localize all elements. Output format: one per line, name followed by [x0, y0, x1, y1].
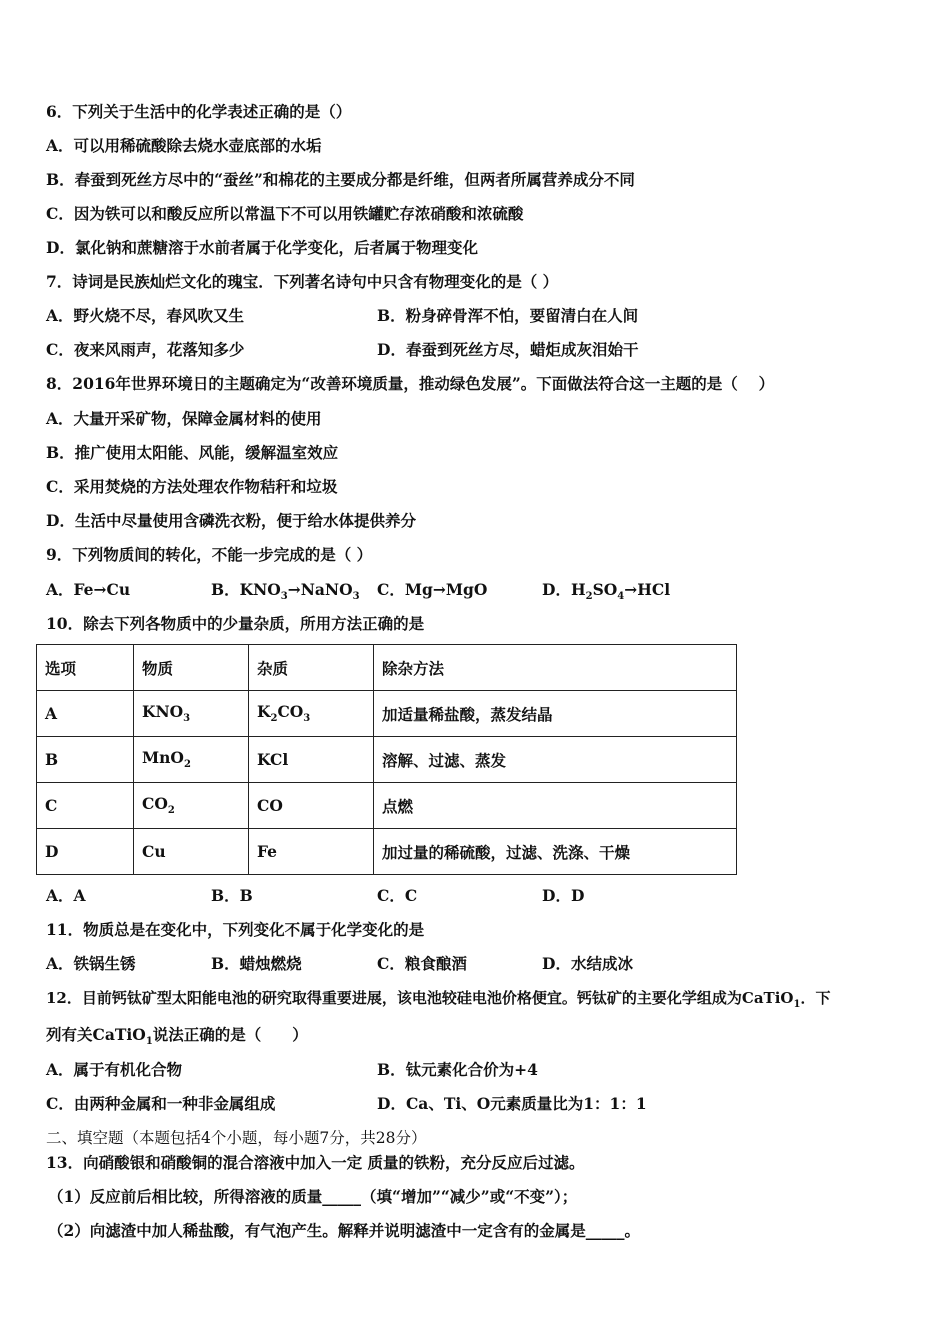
- q8-stem: 8．2016年世界环境日的主题确定为“改善环境质量，推动绿色发展”。下面做法符合这一主题的是（ ）: [46, 374, 775, 393]
- table-cell-method: 溶解、过滤、蒸发: [374, 737, 737, 783]
- q9-option-a: A．Fe→Cu: [46, 580, 131, 599]
- q13-part2: （2）向滤渣中加人稀盐酸，有气泡产生。解释并说明滤渣中一定含有的金属是_____。: [48, 1221, 641, 1240]
- table-cell-impurity: $K_2CO_3$: [249, 691, 374, 737]
- q9-option-c: C．Mg→MgO: [377, 580, 488, 599]
- q12-option-d: D．Ca、Ti、O元素质量比为1：1：1: [377, 1094, 647, 1113]
- q10-option-d: D．D: [542, 886, 585, 905]
- q13-stem: 13．向硝酸银和硝酸铜的混合溶液中加入一定 质量的铁粉，充分反应后过滤。: [46, 1153, 585, 1172]
- table-row: [37, 737, 737, 783]
- q11-option-a: A．铁锅生锈: [46, 954, 136, 973]
- q6-option-a: A．可以用稀硫酸除去烧水壶底部的水垢: [46, 136, 322, 155]
- section-heading: 二、填空题（本题包括4个小题，每小题7分，共28分）: [46, 1129, 427, 1147]
- table-cell-impurity: KCl: [249, 737, 374, 783]
- table-row: [37, 829, 737, 875]
- q11-option-d: D．水结成冰: [542, 954, 633, 973]
- q9-stem: 9．下列物质间的转化，不能一步完成的是（ ）: [46, 545, 373, 564]
- q7-option-a: A．野火烧不尽，春风吹又生: [46, 306, 245, 325]
- q6-option-b: B．春蚕到死丝方尽中的“蚕丝”和棉花的主要成分都是纤维，但两者所属营养成分不同: [46, 170, 635, 189]
- q11-option-c: C．粮食酿酒: [377, 954, 467, 973]
- table-cell-method: 加适量稀盐酸，蒸发结晶: [374, 691, 737, 737]
- q12-option-a: A．属于有机化合物: [46, 1060, 183, 1079]
- q7-stem: 7．诗词是民族灿烂文化的瑰宝．下列著名诗句中只含有物理变化的是（ ）: [46, 272, 559, 291]
- q8-option-d: D．生活中尽量使用含磷洗衣粉，便于给水体提供养分: [46, 511, 416, 530]
- q10-option-c: C．C: [377, 886, 418, 905]
- q13-part1: （1）反应前后相比较，所得溶液的质量_____（填“增加”“减少”或“不变”）；: [48, 1187, 578, 1206]
- table-cell-method: 加过量的稀硫酸，过滤、洗涤、干燥: [374, 829, 737, 875]
- table-row: [37, 783, 737, 829]
- table-row: [37, 691, 737, 737]
- q12-stem-line1: 12．目前钙钛矿型太阳能电池的研究取得重要进展，该电池较硅电池价格便宜。钙钛矿的主要化学组成为CaTiO$_1$．下: [46, 989, 831, 1010]
- q7-option-d: D．春蚕到死丝方尽，蜡炬成灰泪始干: [377, 340, 639, 359]
- table-cell-substance: Cu: [134, 829, 249, 875]
- q11-option-b: B．蜡烛燃烧: [211, 954, 302, 973]
- q8-option-c: C．采用焚烧的方法处理农作物秸秆和垃圾: [46, 477, 338, 496]
- q10-option-b: B．B: [211, 886, 253, 905]
- table-cell-option: C: [37, 783, 134, 829]
- q12-option-c: C．由两种金属和一种非金属组成: [46, 1094, 276, 1113]
- q7-option-b: B．粉身碎骨浑不怕，要留清白在人间: [377, 306, 639, 325]
- q8-option-b: B．推广使用太阳能、风能，缓解温室效应: [46, 443, 339, 462]
- table-cell-option: D: [37, 829, 134, 875]
- q11-stem: 11．物质总是在变化中，下列变化不属于化学变化的是: [46, 920, 425, 939]
- q7-option-c: C．夜来风雨声，花落知多少: [46, 340, 245, 359]
- q9-option-b: B．$KNO_3\to NaNO_3$: [211, 580, 360, 603]
- table-cell-method: 点燃: [374, 783, 737, 829]
- q8-option-a: A．大量开采矿物，保障金属材料的使用: [46, 409, 322, 428]
- table-header-cell: 物质: [134, 645, 249, 691]
- table-cell-impurity: CO: [249, 783, 374, 829]
- table-header-cell: 杂质: [249, 645, 374, 691]
- q12-stem-line2: 列有关CaTiO$_1$说法正确的是（ ）: [46, 1025, 308, 1048]
- q12-option-b: B．钛元素化合价为+4: [377, 1060, 538, 1079]
- q6-option-d: D．氯化钠和蔗糖溶于水前者属于化学变化，后者属于物理变化: [46, 238, 478, 257]
- table-header-cell: 选项: [37, 645, 134, 691]
- table-cell-substance: MnO$_2$: [134, 737, 249, 783]
- q10-stem: 10．除去下列各物质中的少量杂质，所用方法正确的是: [46, 614, 425, 633]
- table-cell-impurity: Fe: [249, 829, 374, 875]
- table-cell-substance: $KNO_3$: [134, 691, 249, 737]
- table-cell-option: A: [37, 691, 134, 737]
- table-header-row: [37, 645, 737, 691]
- table-cell-substance: $CO_2$: [134, 783, 249, 829]
- q10-option-a: A．A: [46, 886, 86, 905]
- q6-stem: 6．下列关于生活中的化学表述正确的是（）: [46, 102, 352, 121]
- table-cell-option: B: [37, 737, 134, 783]
- q9-option-d: D．$H_2SO_4\to HCl$: [542, 580, 671, 603]
- table-header-cell: 除杂方法: [374, 645, 737, 691]
- q10-table: [36, 644, 737, 875]
- q6-option-c: C．因为铁可以和酸反应所以常温下不可以用铁罐贮存浓硝酸和浓硫酸: [46, 204, 524, 223]
